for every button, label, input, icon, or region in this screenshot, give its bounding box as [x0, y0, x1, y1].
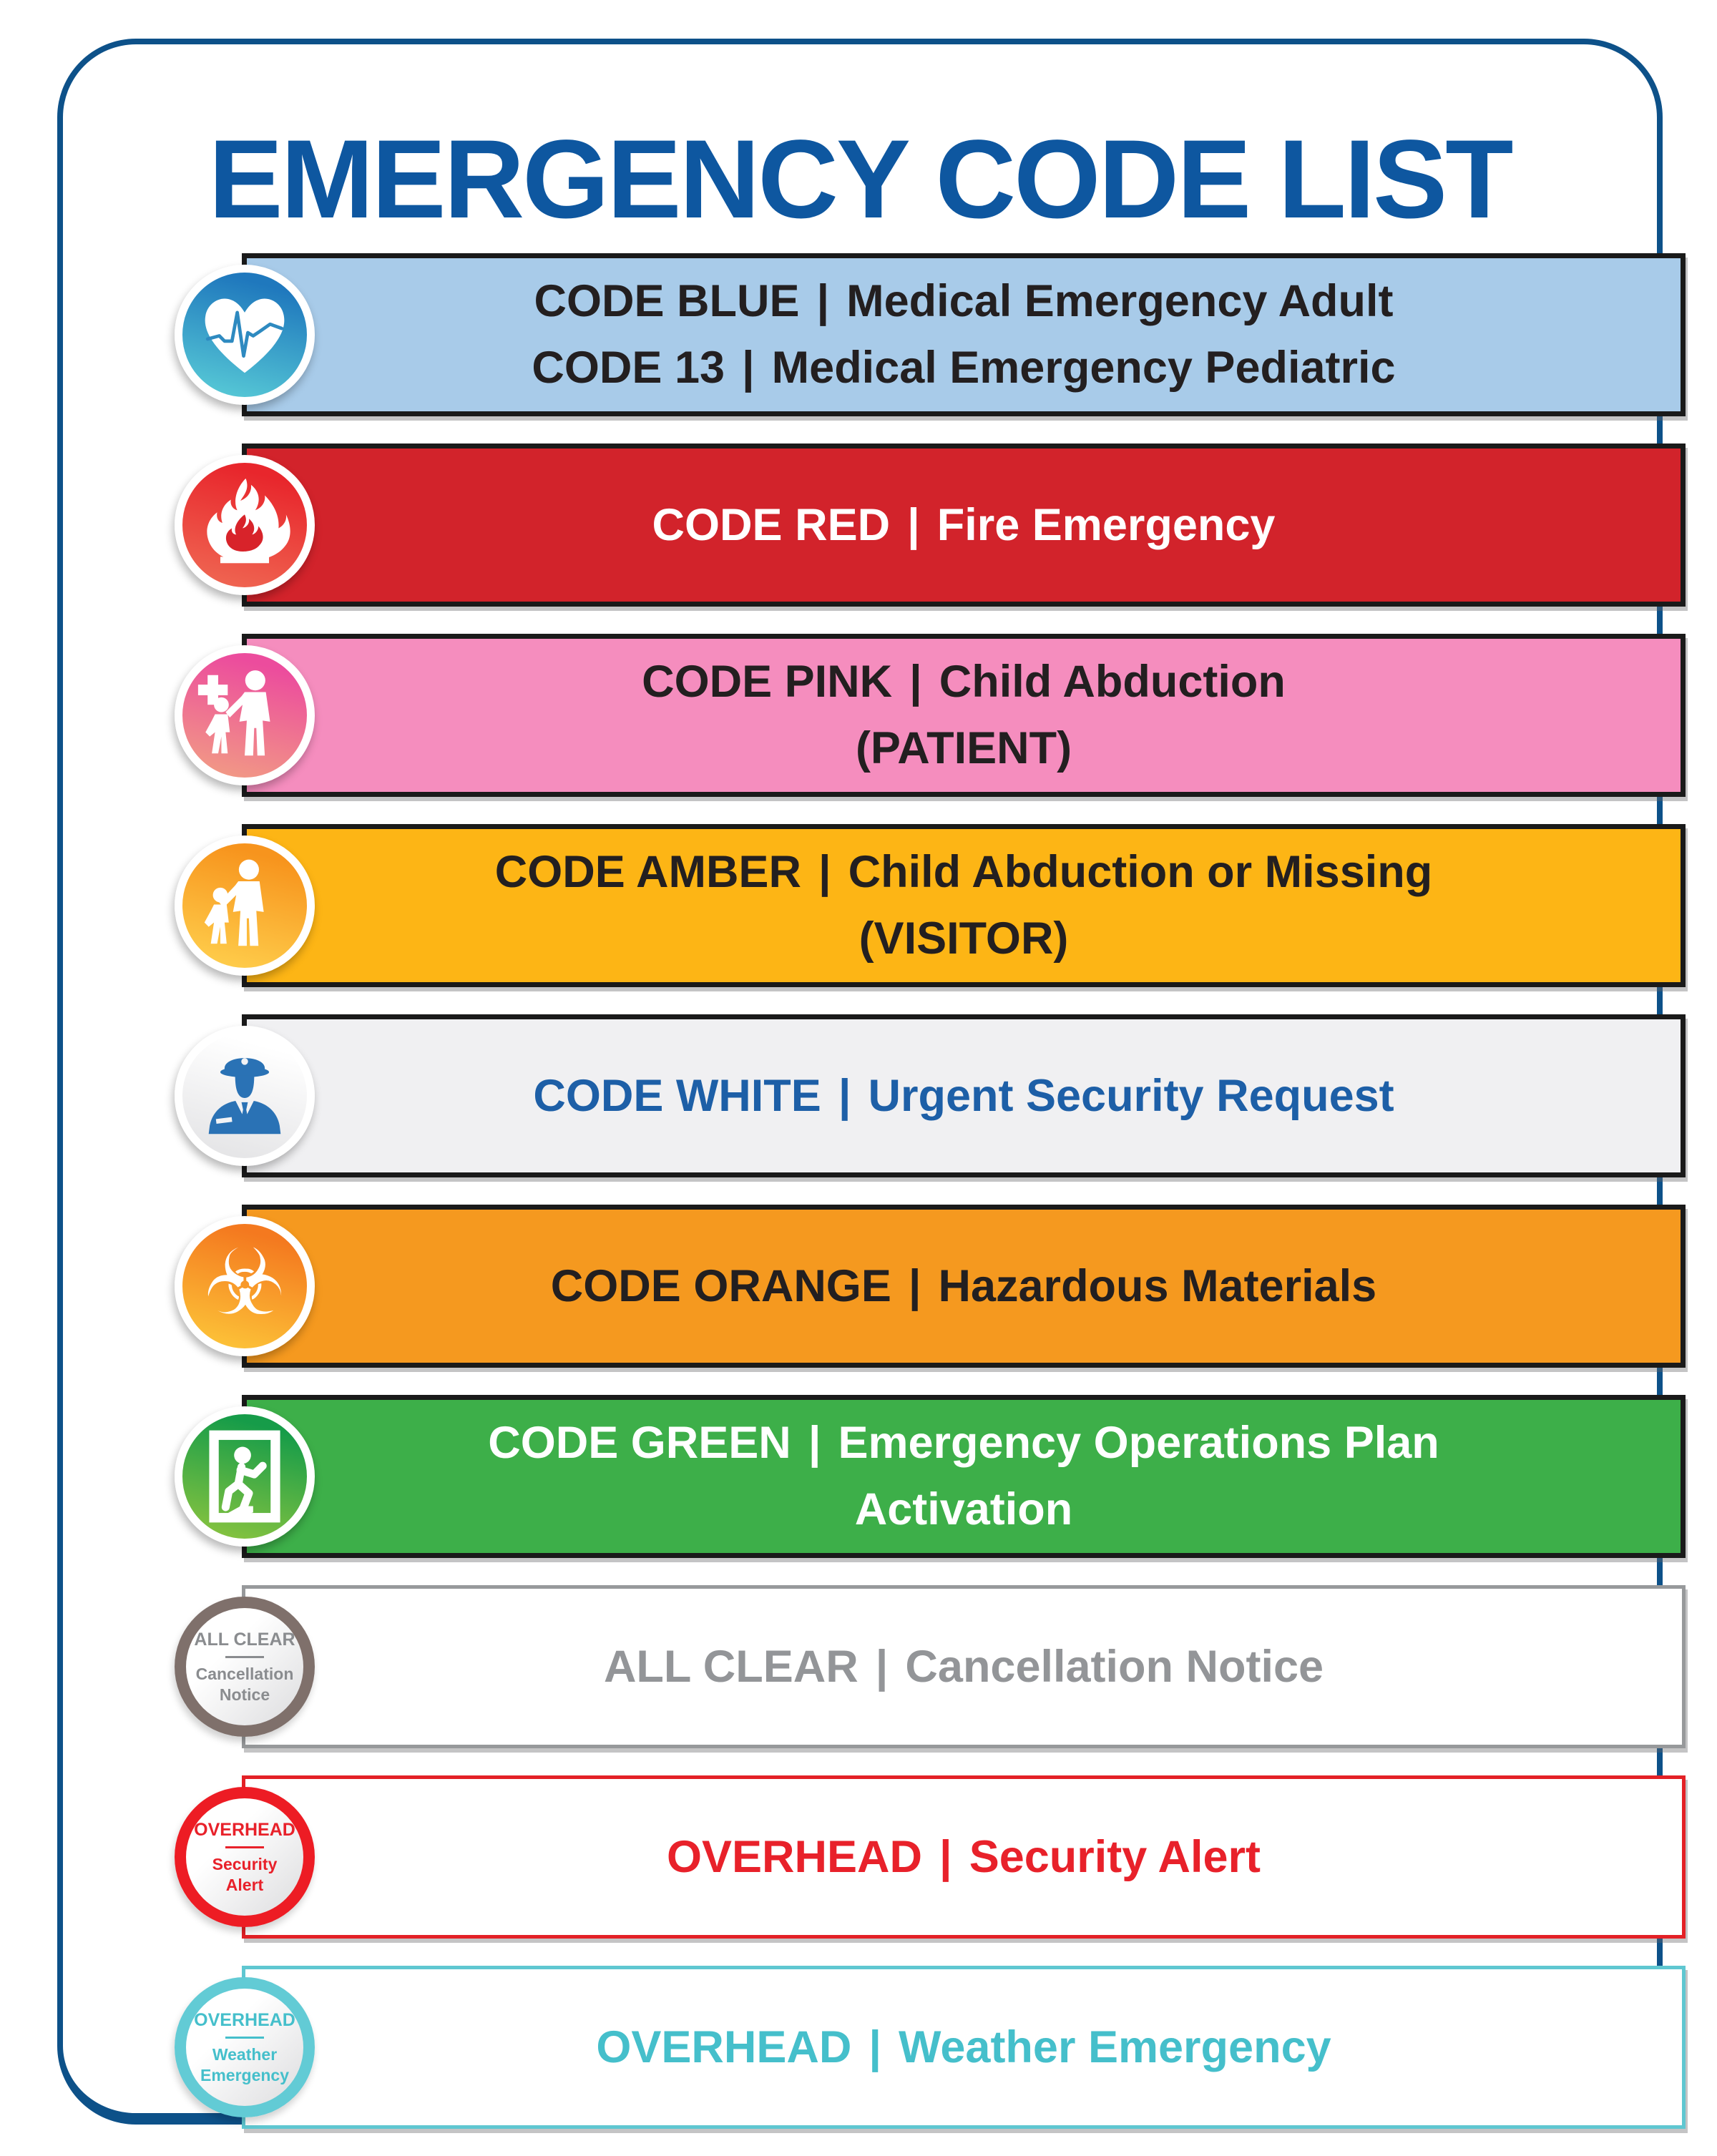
code-label: OVERHEAD	[666, 1831, 923, 1882]
badge-rule	[225, 1656, 264, 1658]
code-description: Fire Emergency	[936, 499, 1276, 550]
code-label: CODE 13	[532, 343, 725, 393]
code-label: ALL CLEAR	[603, 1641, 858, 1692]
badge-subtitle: Security	[212, 1854, 278, 1873]
heart-ekg-icon	[175, 265, 315, 405]
code-bar	[242, 1775, 1686, 1939]
code-label: CODE WHITE	[533, 1070, 821, 1121]
code-description: Medical Emergency Pediatric	[771, 343, 1396, 393]
overhead-security-badge	[175, 1787, 315, 1927]
code-bar	[242, 1014, 1686, 1177]
code-description: Security Alert	[969, 1831, 1261, 1882]
code-row-all-clear	[194, 1585, 1686, 1748]
separator: |	[875, 1641, 889, 1692]
code-line	[495, 847, 1432, 898]
code-description: Child Abduction or Missing	[848, 847, 1433, 898]
emergency-exit-icon	[175, 1406, 315, 1547]
code-description: Emergency Operations Plan	[838, 1418, 1439, 1469]
code-bar	[242, 1966, 1686, 2129]
badge-title: OVERHEAD	[194, 1819, 295, 1840]
badge-subtitle: Weather	[212, 2044, 278, 2064]
code-label: CODE AMBER	[494, 847, 801, 898]
code-line	[533, 1071, 1394, 1122]
overhead-weather-badge	[175, 1977, 315, 2117]
separator: |	[742, 343, 755, 393]
badge-subtitle: Notice	[219, 1685, 270, 1704]
code-row-pink	[242, 634, 1686, 797]
biohazard-icon	[175, 1216, 315, 1356]
child-abduction-patient-icon	[175, 645, 315, 785]
code-bar	[242, 1205, 1686, 1368]
code-row-green	[242, 1395, 1686, 1558]
code-description: Hazardous Materials	[938, 1260, 1377, 1311]
code-bar	[242, 444, 1686, 607]
code-line	[534, 276, 1393, 327]
code-label: OVERHEAD	[596, 2022, 852, 2072]
biohazard-glyph: ☣	[203, 1230, 286, 1336]
code-line	[596, 2022, 1331, 2073]
code-line	[642, 657, 1286, 707]
separator: |	[908, 1260, 921, 1311]
badge-text	[194, 1629, 295, 1705]
code-row-blue	[242, 253, 1686, 416]
code-bar	[242, 1395, 1686, 1558]
code-label: CODE PINK	[642, 657, 893, 707]
badge-subtitle: Alert	[225, 1875, 264, 1894]
code-row-overhead-weather	[194, 1966, 1686, 2129]
code-line	[532, 343, 1395, 393]
badge-title: OVERHEAD	[194, 2009, 295, 2030]
fire-icon	[175, 455, 315, 595]
code-line	[604, 1642, 1324, 1692]
badge-subtitle: Cancellation	[195, 1664, 294, 1683]
code-line	[551, 1261, 1376, 1312]
code-note: Activation	[854, 1484, 1073, 1534]
code-line	[652, 500, 1276, 551]
badge-title: ALL CLEAR	[194, 1629, 295, 1650]
separator: |	[907, 499, 920, 550]
separator: |	[869, 2022, 882, 2072]
code-line	[488, 1418, 1439, 1469]
separator: |	[808, 1418, 821, 1469]
badge-rule	[225, 1846, 264, 1848]
code-note: (PATIENT)	[855, 723, 1072, 773]
code-description: Child Abduction	[939, 657, 1286, 707]
separator: |	[838, 1070, 851, 1121]
code-description: Weather Emergency	[899, 2022, 1331, 2072]
separator: |	[939, 1831, 952, 1882]
code-rows	[194, 253, 1686, 2156]
code-label: CODE RED	[652, 499, 891, 550]
code-label: CODE ORANGE	[550, 1260, 891, 1311]
code-row-white	[242, 1014, 1686, 1177]
badge-text	[194, 1819, 295, 1896]
code-bar	[242, 1585, 1686, 1748]
code-row-red	[242, 444, 1686, 607]
security-officer-icon	[175, 1026, 315, 1166]
badge-rule	[225, 2037, 264, 2039]
code-bar	[242, 824, 1686, 987]
code-bar	[242, 253, 1686, 416]
separator: |	[816, 276, 830, 327]
code-bar	[242, 634, 1686, 797]
badge-text	[194, 2009, 295, 2086]
code-label: CODE GREEN	[488, 1418, 791, 1469]
page-title: EMERGENCY CODE LIST	[208, 117, 1512, 242]
all-clear-badge	[175, 1597, 315, 1737]
code-row-amber	[242, 824, 1686, 987]
code-description: Urgent Security Request	[868, 1070, 1394, 1121]
badge-subtitle: Emergency	[200, 2065, 289, 2084]
code-row-orange	[203, 1205, 1686, 1368]
child-abduction-visitor-icon	[175, 836, 315, 976]
separator: |	[818, 847, 831, 898]
poster-frame	[57, 39, 1663, 2125]
code-description: Cancellation Notice	[905, 1641, 1324, 1692]
code-label: CODE BLUE	[534, 276, 800, 327]
separator: |	[909, 657, 922, 707]
code-line	[667, 1832, 1261, 1883]
code-note: (VISITOR)	[858, 913, 1069, 964]
code-description: Medical Emergency Adult	[846, 276, 1394, 327]
code-row-overhead-security	[194, 1775, 1686, 1939]
